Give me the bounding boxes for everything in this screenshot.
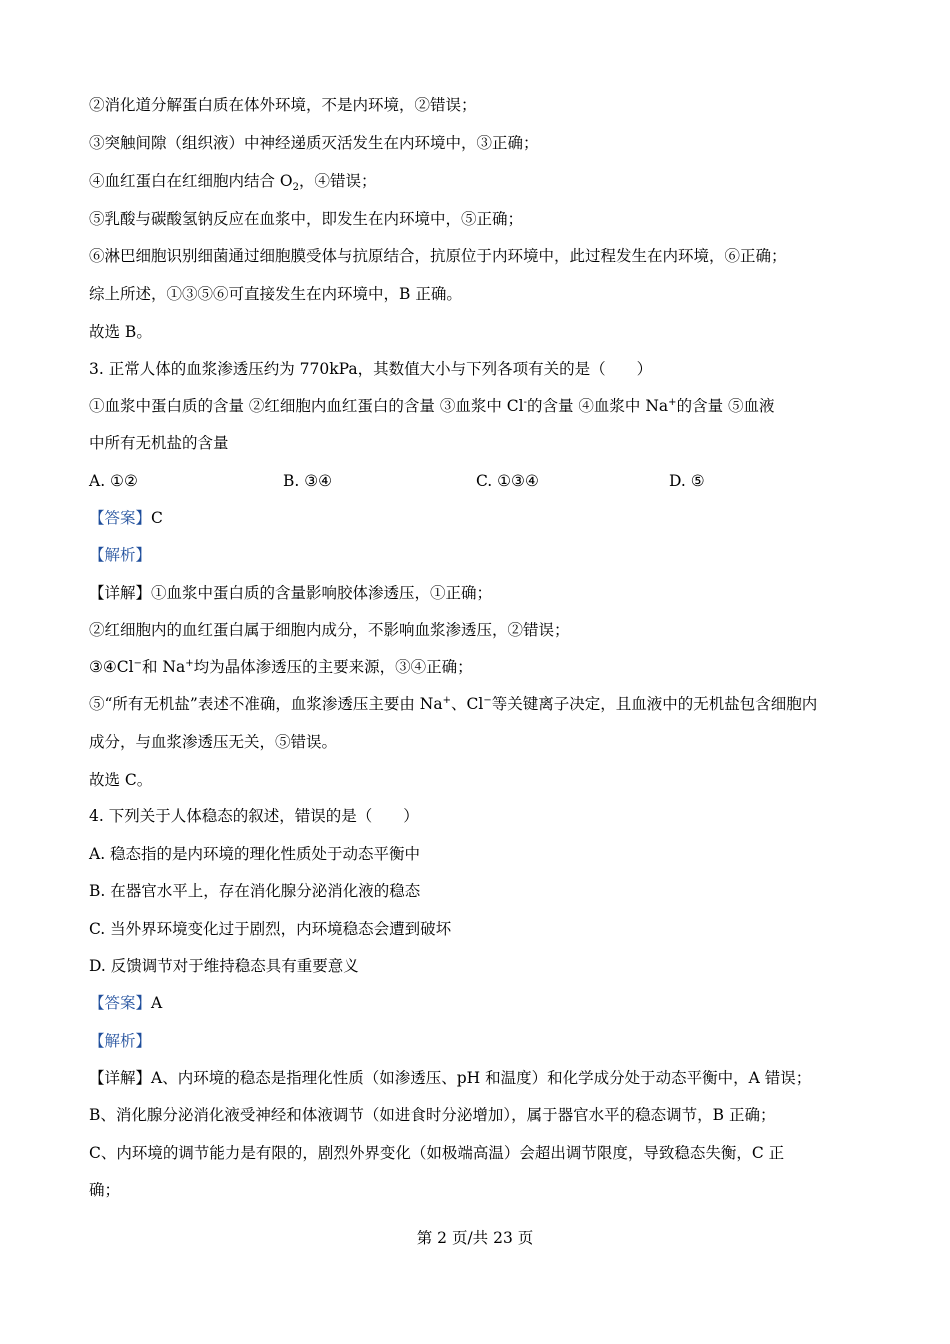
text-line: ②消化道分解蛋白质在体外环境，不是内环境，②错误； — [89, 96, 477, 114]
question-4-detail-3: C、内环境的调节能力是有限的，剧烈外界变化（如极端高温）会超出调节限度，导致稳态失衡，C 正 — [89, 1144, 785, 1162]
question-4-detail-1: 【详解】A、内环境的稳态是指理化性质（如渗透压、pH 和温度）和化学成分处于动态平衡中，A 错误； — [89, 1069, 812, 1087]
question-4-option-c: C. 当外界环境变化过于剧烈，内环境稳态会遭到破坏 — [89, 920, 452, 938]
question-4-stem: 4. 下列关于人体稳态的叙述，错误的是（ ） — [89, 807, 419, 825]
question-4-option-d: D. 反馈调节对于维持稳态具有重要意义 — [89, 957, 359, 975]
text-line: ④血红蛋白在红细胞内结合 $O_2$，④错误； — [89, 172, 377, 194]
question-3-detail-1: 【详解】①血浆中蛋白质的含量影响胶体渗透压，①正确； — [89, 584, 493, 602]
question-3-analysis-tag: 【解析】 — [89, 546, 152, 564]
question-3-detail-2: ②红细胞内的血红蛋白属于细胞内成分，不影响血浆渗透压，②错误； — [89, 621, 570, 639]
question-4-analysis-tag: 【解析】 — [89, 1032, 152, 1050]
question-3-stem: 3. 正常人体的血浆渗透压约为 770kPa，其数值大小与下列各项有关的是（ ） — [89, 360, 653, 378]
question-3-option-d: D. ⑤ — [669, 472, 705, 490]
text-line: ⑤乳酸与碳酸氢钠反应在血浆中，即发生在内环境中，⑤正确； — [89, 210, 524, 228]
text-line: ③突触间隙（组织液）中神经递质灭活发生在内环境中，③正确； — [89, 134, 539, 152]
text-line: ⑥淋巴细胞识别细菌通过细胞膜受体与抗原结合，抗原位于内环境中，此过程发生在内环境，⑥正确； — [89, 247, 787, 265]
question-3-detail-3: ③④Cl−和 Na+均为晶体渗透压的主要来源，③④正确； — [89, 657, 473, 676]
text-line: 综上所述，①③⑤⑥可直接发生在内环境中，B 正确。 — [89, 285, 462, 303]
question-3-option-a: A. ①② — [89, 472, 138, 490]
question-3-conclusion: 故选 C。 — [89, 771, 153, 789]
question-4-detail-2: B、消化腺分泌消化液受神经和体液调节（如进食时分泌增加），属于器官水平的稳态调节，B 正确； — [89, 1106, 776, 1124]
question-3-option-c: C. ①③④ — [476, 472, 539, 490]
text-line: 故选 B。 — [89, 323, 152, 341]
question-3-answer: 【答案】C — [89, 509, 163, 527]
question-4-option-a: A. 稳态指的是内环境的理化性质处于动态平衡中 — [89, 845, 421, 863]
question-3-items: ①血浆中蛋白质的含量 ②红细胞内血红蛋白的含量 ③血浆中 Cl-的含量 ④血浆中 Na+的含量 ⑤血液 — [89, 396, 775, 415]
question-4-answer: 【答案】A — [89, 994, 163, 1012]
question-3-items-cont: 中所有无机盐的含量 — [89, 434, 229, 452]
question-3-detail-5: 成分，与血浆渗透压无关，⑤错误。 — [89, 733, 338, 751]
question-4-option-b: B. 在器官水平上，存在消化腺分泌消化液的稳态 — [89, 882, 421, 900]
question-4-detail-4: 确； — [89, 1181, 121, 1199]
page-footer: 第 2 页/共 23 页 — [416, 1229, 534, 1247]
question-3-detail-4: ⑤“所有无机盐”表述不准确，血浆渗透压主要由 Na+、Cl−等关键离子决定，且血液中的无机盐包含细胞内 — [89, 694, 818, 713]
question-3-option-b: B. ③④ — [283, 472, 333, 490]
